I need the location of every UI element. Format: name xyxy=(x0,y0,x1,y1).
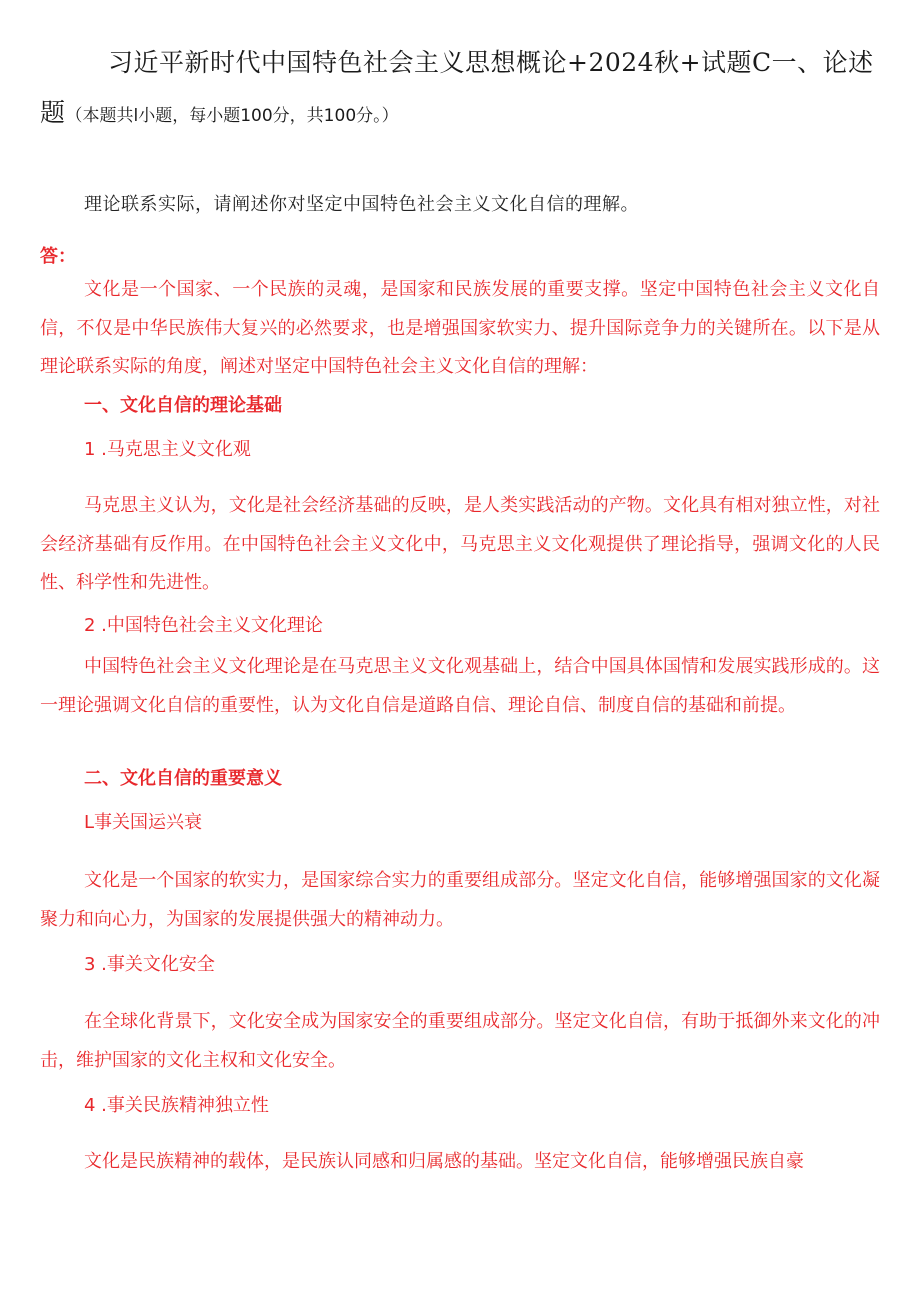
section-heading-1: 一、文化自信的理论基础 xyxy=(84,395,282,416)
title-note: （本题共l小题，每小题100分，共100分。） xyxy=(65,106,399,126)
subsection-heading-1-1: 1 .马克思主义文化观 xyxy=(84,439,251,460)
subsection-text-1-2: 中国特色社会主义文化理论是在马克思主义文化观基础上，结合中国具体国情和发展实践形成的。这一理论强调文化自信的重要性，认为文化自信是道路自信、理论自信、制度自信的基础和前提。 xyxy=(40,656,880,716)
subsection-heading-2-1: L事关国运兴衰 xyxy=(84,812,203,833)
subsection-text-1-1: 马克思主义认为，文化是社会经济基础的反映，是人类实践活动的产物。文化具有相对独立性，对社会经济基础有反作用。在中国特色社会主义文化中，马克思主义文化观提供了理论指导，强调文化的人民性、科学性和先进性。 xyxy=(40,495,880,593)
subsection-text-2-4: 文化是民族精神的载体，是民族认同感和归属感的基础。坚定文化自信，能够增强民族自豪 xyxy=(84,1151,804,1172)
document-title xyxy=(40,38,880,141)
section-heading-2: 二、文化自信的重要意义 xyxy=(84,768,282,789)
subsection-text-2-3: 在全球化背景下，文化安全成为国家安全的重要组成部分。坚定文化自信，有助于抵御外来文化的冲击，维护国家的文化主权和文化安全。 xyxy=(40,1011,880,1071)
subsection-heading-2-3: 3 .事关文化安全 xyxy=(84,954,215,975)
subsection-heading-1-2: 2 .中国特色社会主义文化理论 xyxy=(84,615,323,636)
answer-label: 答： xyxy=(40,246,76,267)
title-main: 习近平新时代中国特色社会主义思想概论+2024秋+试题C一、论述题 xyxy=(40,48,874,127)
question-text: 理论联系实际，请阐述你对坚定中国特色社会主义文化自信的理解。 xyxy=(84,194,639,215)
answer-intro: 文化是一个国家、一个民族的灵魂，是国家和民族发展的重要支撑。坚定中国特色社会主义文化自信，不仅是中华民族伟大复兴的必然要求，也是增强国家软实力、提升国际竞争力的关键所在。以下是从理论联系实际的角度，阐述对坚定中国特色社会主义文化自信的理解： xyxy=(40,279,880,377)
subsection-heading-2-4: 4 .事关民族精神独立性 xyxy=(84,1095,269,1116)
subsection-text-2-1: 文化是一个国家的软实力，是国家综合实力的重要组成部分。坚定文化自信，能够增强国家的文化凝聚力和向心力，为国家的发展提供强大的精神动力。 xyxy=(40,870,880,930)
